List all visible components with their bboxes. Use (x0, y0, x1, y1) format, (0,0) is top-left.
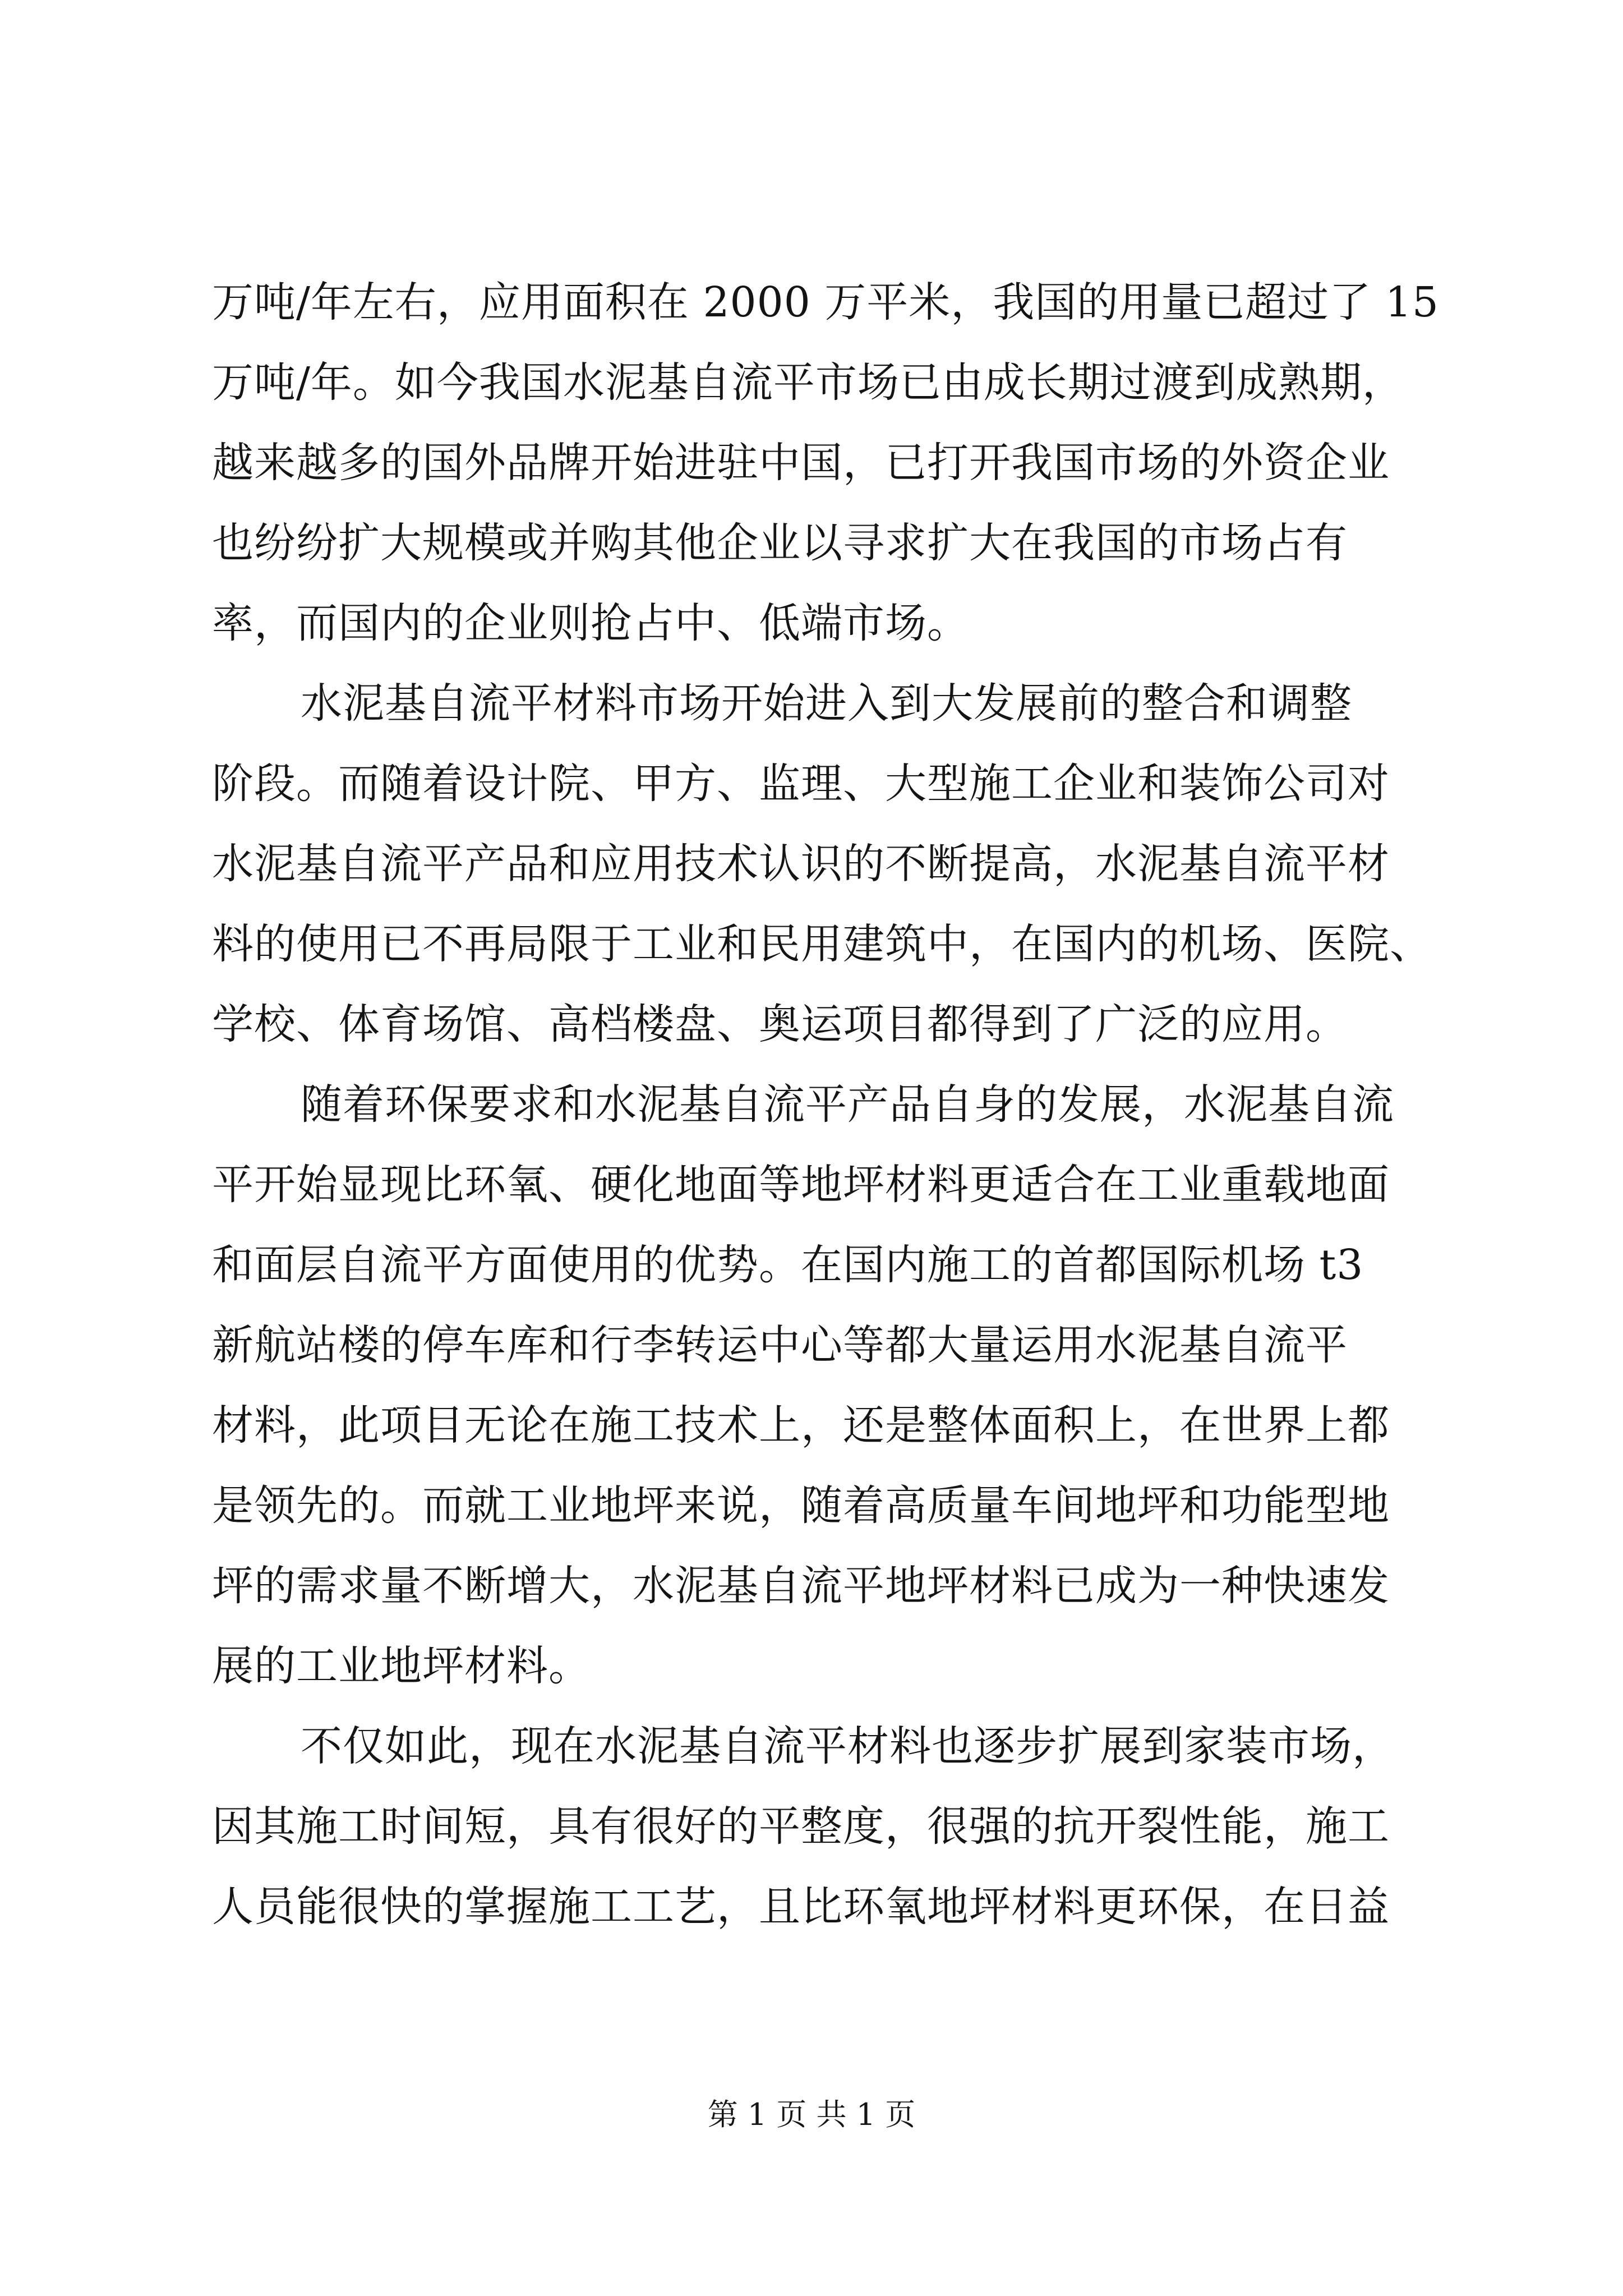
text-line: 料的使用已不再局限于工业和民用建筑中，在国内的机场、医院、 (212, 920, 1432, 968)
text-line: 平开始显现比环氧、硬化地面等地坪材料更适合在工业重载地面 (212, 1161, 1390, 1209)
text-line: 阶段。而随着设计院、甲方、监理、大型施工企业和装饰公司对 (212, 760, 1390, 808)
text-line: 学校、体育场馆、高档楼盘、奥运项目都得到了广泛的应用。 (212, 1000, 1348, 1048)
text-line: 和面层自流平方面使用的优势。在国内施工的首都国际机场 t3 (212, 1241, 1364, 1289)
page-number: 第 1 页 共 1 页 (707, 2097, 916, 2132)
text-line: 越来越多的国外品牌开始进驻中国，已打开我国市场的外资企业 (212, 439, 1390, 487)
text-line: 是领先的。而就工业地坪来说，随着高质量车间地坪和功能型地 (212, 1481, 1390, 1530)
text-line: 展的工业地坪材料。 (212, 1642, 591, 1690)
text-line: 万吨/年。如今我国水泥基自流平市场已由成长期过渡到成熟期， (212, 358, 1404, 407)
page-footer (0, 2095, 1623, 2134)
text-line: 万吨/年左右，应用面积在 2000 万平米，我国的用量已超过了 15 (212, 278, 1439, 326)
text-line: 因其施工时间短，具有很好的平整度，很强的抗开裂性能，施工 (212, 1802, 1390, 1851)
text-line: 新航站楼的停车库和行李转运中心等都大量运用水泥基自流平 (212, 1321, 1348, 1369)
text-line: 也纷纷扩大规模或并购其他企业以寻求扩大在我国的市场占有 (212, 519, 1348, 567)
paragraph-start-line: 不仅如此，现在水泥基自流平材料也逐步扩展到家装市场， (301, 1722, 1394, 1770)
text-line: 水泥基自流平产品和应用技术认识的不断提高，水泥基自流平材 (212, 840, 1390, 888)
text-line: 坪的需求量不断增大，水泥基自流平地坪材料已成为一种快速发 (212, 1562, 1390, 1610)
body-text (212, 263, 1439, 1947)
text-line: 率，而国内的企业则抢占中、低端市场。 (212, 599, 969, 647)
text-line: 人员能很快的掌握施工工艺，且比环氧地坪材料更环保，在日益 (212, 1883, 1390, 1931)
paragraph-start-line: 随着环保要求和水泥基自流平产品自身的发展，水泥基自流 (301, 1080, 1394, 1129)
paragraph-start-line: 水泥基自流平材料市场开始进入到大发展前的整合和调整 (301, 679, 1352, 728)
text-line: 材料，此项目无论在施工技术上，还是整体面积上，在世界上都 (212, 1401, 1390, 1450)
